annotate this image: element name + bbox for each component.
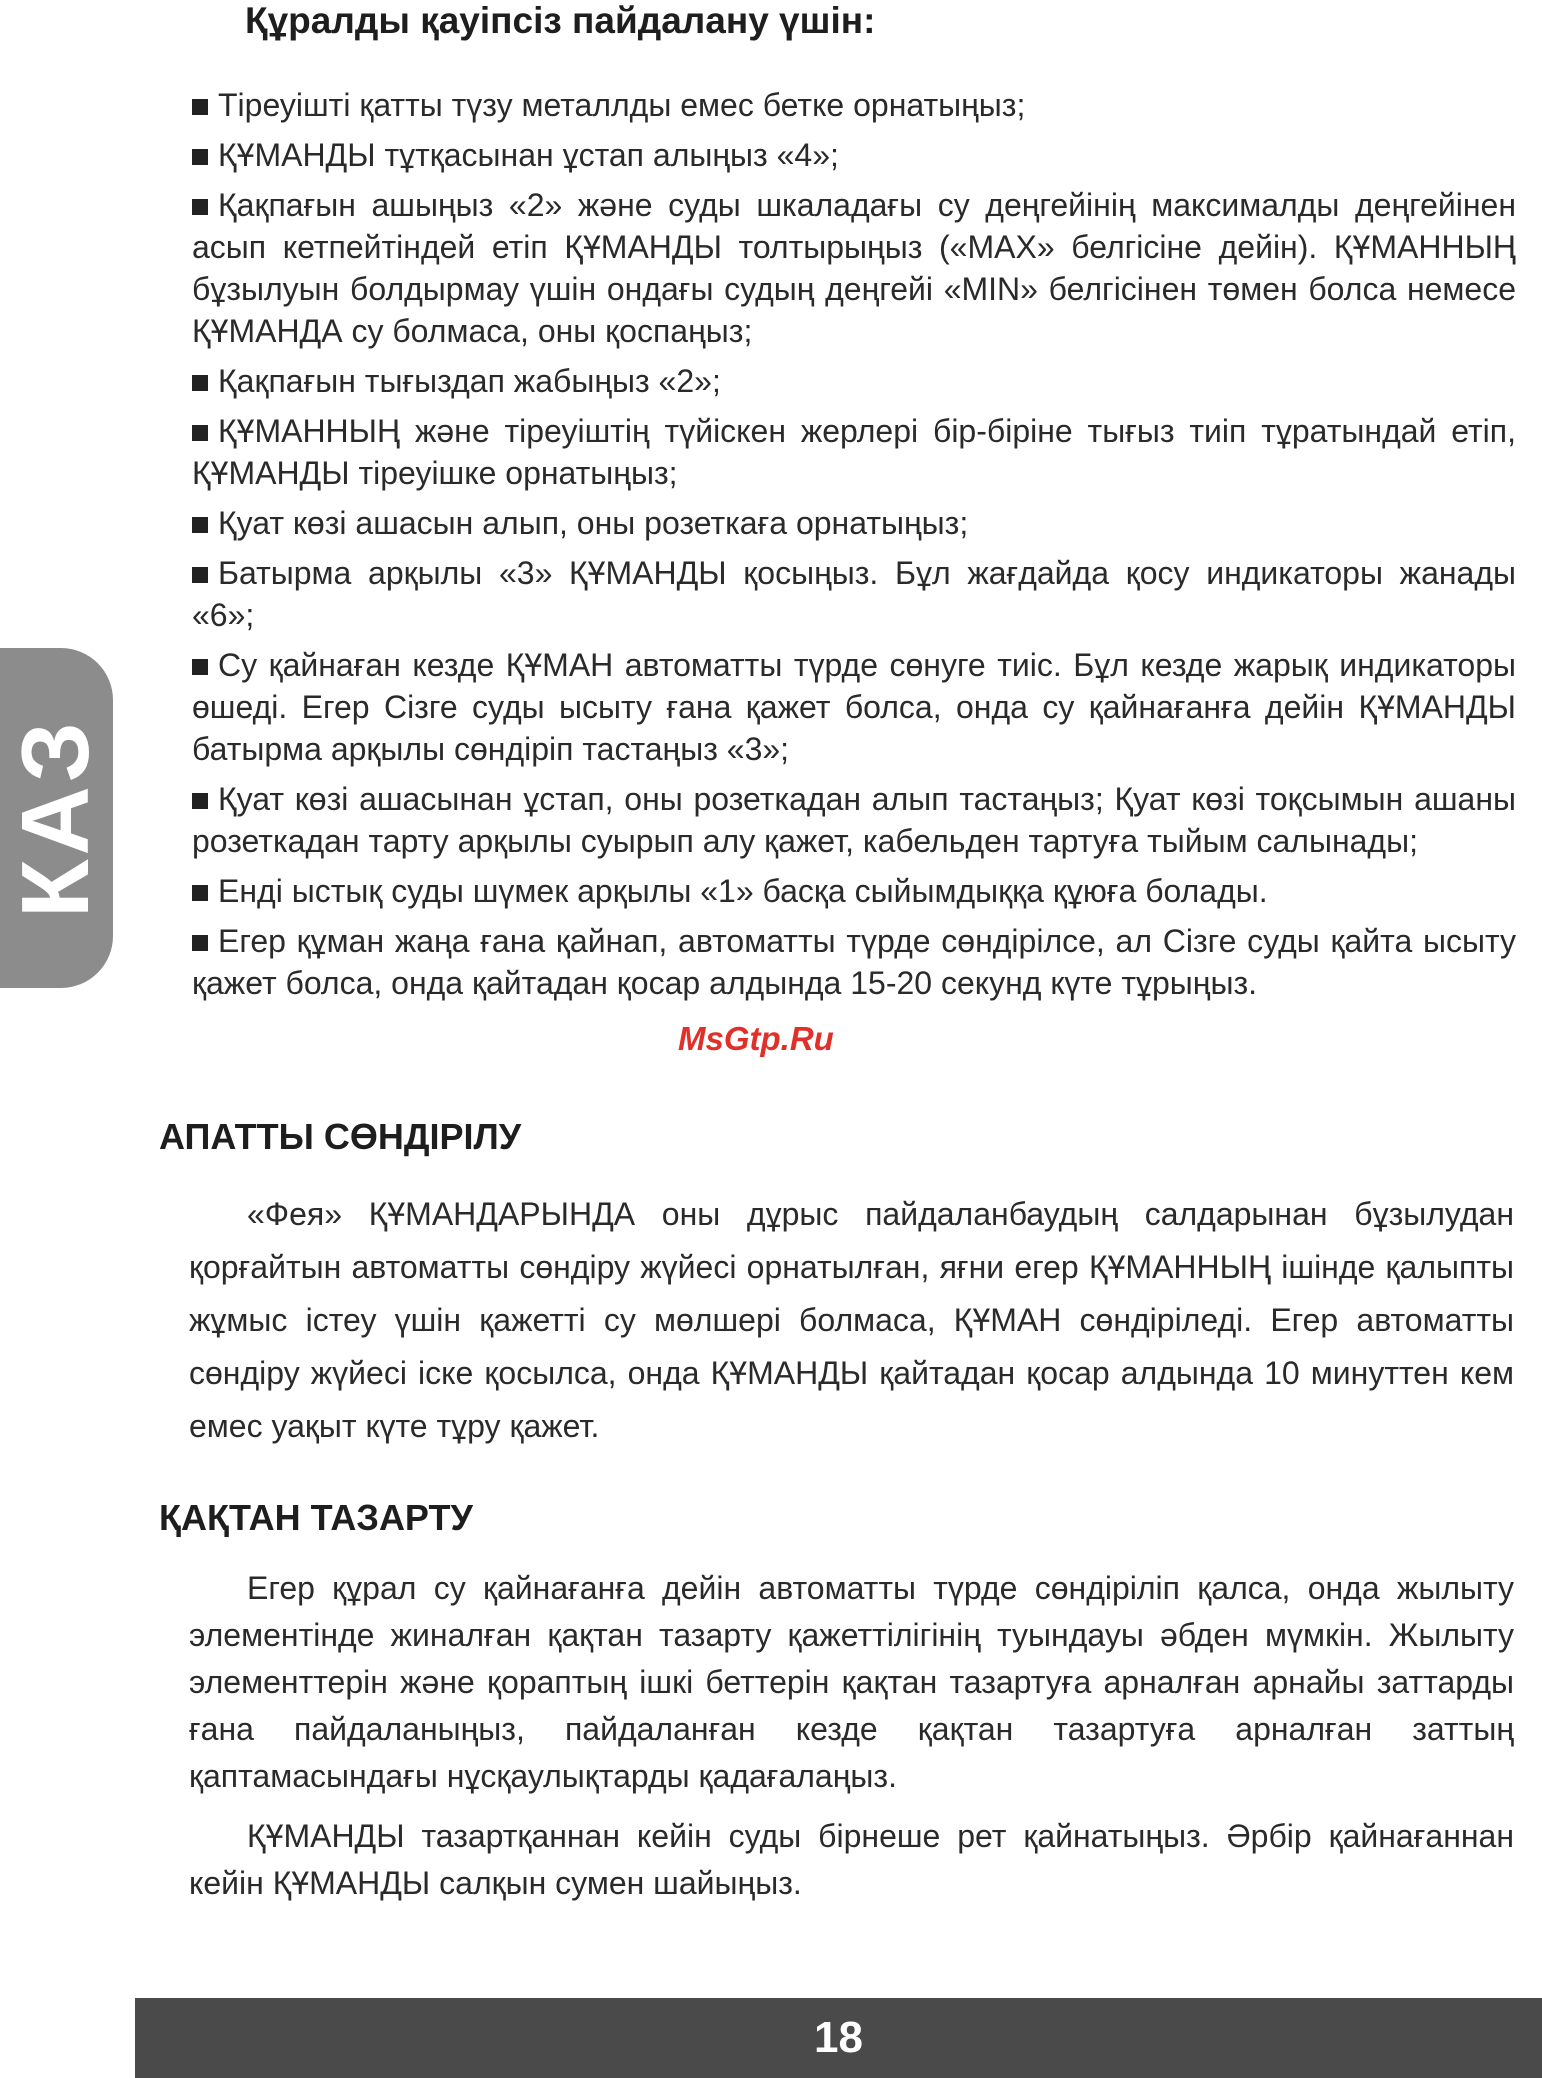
list-item: Тіреуішті қатты түзу металлды емес бетке орнатыңыз; <box>192 84 1516 126</box>
bullet-square-icon <box>192 567 208 583</box>
list-item: ҚҰМАНДЫ тұтқасынан ұстап алыңыз «4»; <box>192 134 1516 176</box>
list-item: Қуат көзі ашасынан ұстап, оны розеткадан алып тастаңыз; Қуат көзі тоқсымын ашаны розеткадан тарту арқылы суырып алу қажет, кабельден тартуға тыйым салынады; <box>192 781 1516 859</box>
bullet-square-icon <box>192 517 208 533</box>
list-item: Қақпағын ашыңыз «2» және суды шкаладағы су деңгейінің максималды деңгейінен асып кетпейтіндей етіп ҚҰМАНДЫ толтырыңыз («MAX» белгісіне дейін). ҚҰМАННЫҢ бұзылуын болдырмау үшін ондағы судың деңгейі «MIN» белгісінен төмен болса немесе ҚҰМАНДА су болмаса, оны қоспаңыз; <box>192 187 1516 349</box>
descaling-heading: ҚАҚТАН ТАЗАРТУ <box>159 1497 473 1538</box>
bullet-square-icon <box>192 149 208 165</box>
watermark: MsGtp.Ru <box>678 1020 834 1057</box>
bullet-square-icon <box>192 375 208 391</box>
list-item: Енді ыстық суды шүмек арқылы «1» басқа сыйымдыққа құюға болады. <box>192 870 1516 912</box>
list-item: Қуат көзі ашасын алып, оны розеткаға орнатыңыз; <box>192 502 1516 544</box>
list-item: Қақпағын тығыздап жабыңыз «2»; <box>192 360 1516 402</box>
bullet-square-icon <box>192 99 208 115</box>
safe-use-title: Құралды қауіпсіз пайдалану үшін: <box>245 0 876 41</box>
list-item: Су қайнаған кезде ҚҰМАН автоматты түрде сөнуге тиіс. Бұл кезде жарық индикаторы өшеді. Егер Сізге суды ысыту ғана қажет болса, онда су қайнағанға дейін ҚҰМАНДЫ батырма арқылы сөндіріп тастаңыз «3»; <box>192 647 1516 767</box>
language-tab-label: КАЗ <box>2 717 110 919</box>
bullet-square-icon <box>192 793 208 809</box>
page-number: 18 <box>814 2013 863 2062</box>
list-item: Егер құман жаңа ғана қайнап, автоматты түрде сөндірілсе, ал Сізге суды қайта ысыту қажет болса, онда қайтадан қосар алдында 15-20 секунд күте тұрыңыз. <box>192 923 1516 1001</box>
descaling-paragraph-1: Егер құрал су қайнағанға дейін автоматты түрде сөндіріліп қалса, онда жылыту элементінде жиналған қақтан тазарту қажеттілігінің туындауы әбден мүмкін. Жылыту элементтерін және қораптың ішкі беттерін қақтан тазартуға арналған арнайы заттарды ғана пайдаланыңыз, пайдаланған кезде қақтан тазартуға арналған заттың қаптамасындағы нұсқаулықтарды қадағалаңыз. <box>189 1570 1514 1794</box>
emergency-shutdown-text: «Фея» ҚҰМАНДАРЫНДА оны дұрыс пайдаланбаудың салдарынан бұзылудан қорғайтын автоматты сөндіру жүйесі орнатылған, яғни егер ҚҰМАННЫҢ ішінде қалыпты жұмыс істеу үшін қажетті су мөлшері болмаса, ҚҰМАН сөндіріледі. Егер автоматты сөндіру жүйесі іске қосылса, онда ҚҰМАНДЫ қайтадан қосар алдында 10 минуттен кем емес уақыт күте тұру қажет. <box>189 1196 1514 1444</box>
list-item: Батырма арқылы «3» ҚҰМАНДЫ қосыңыз. Бұл жағдайда қосу индикаторы жанады «6»; <box>192 555 1516 633</box>
footer-bar <box>135 1998 1542 2078</box>
language-side-tab <box>0 648 113 988</box>
safe-use-list <box>192 84 1516 1012</box>
list-item: ҚҰМАННЫҢ және тіреуіштің түйіскен жерлері бір-біріне тығыз тиіп тұратындай етіп, ҚҰМАНДЫ тіреуішке орнатыңыз; <box>192 413 1516 491</box>
bullet-square-icon <box>192 199 208 215</box>
descaling-paragraph-2: ҚҰМАНДЫ тазартқаннан кейін суды бірнеше рет қайнатыңыз. Әрбір қайнағаннан кейін ҚҰМАНДЫ салқын сумен шайыңыз. <box>189 1818 1514 1901</box>
bullet-square-icon <box>192 659 208 675</box>
bullet-square-icon <box>192 935 208 951</box>
bullet-square-icon <box>192 885 208 901</box>
bullet-square-icon <box>192 425 208 441</box>
emergency-shutdown-heading: АПАТТЫ СӨНДІРІЛУ <box>159 1116 522 1157</box>
